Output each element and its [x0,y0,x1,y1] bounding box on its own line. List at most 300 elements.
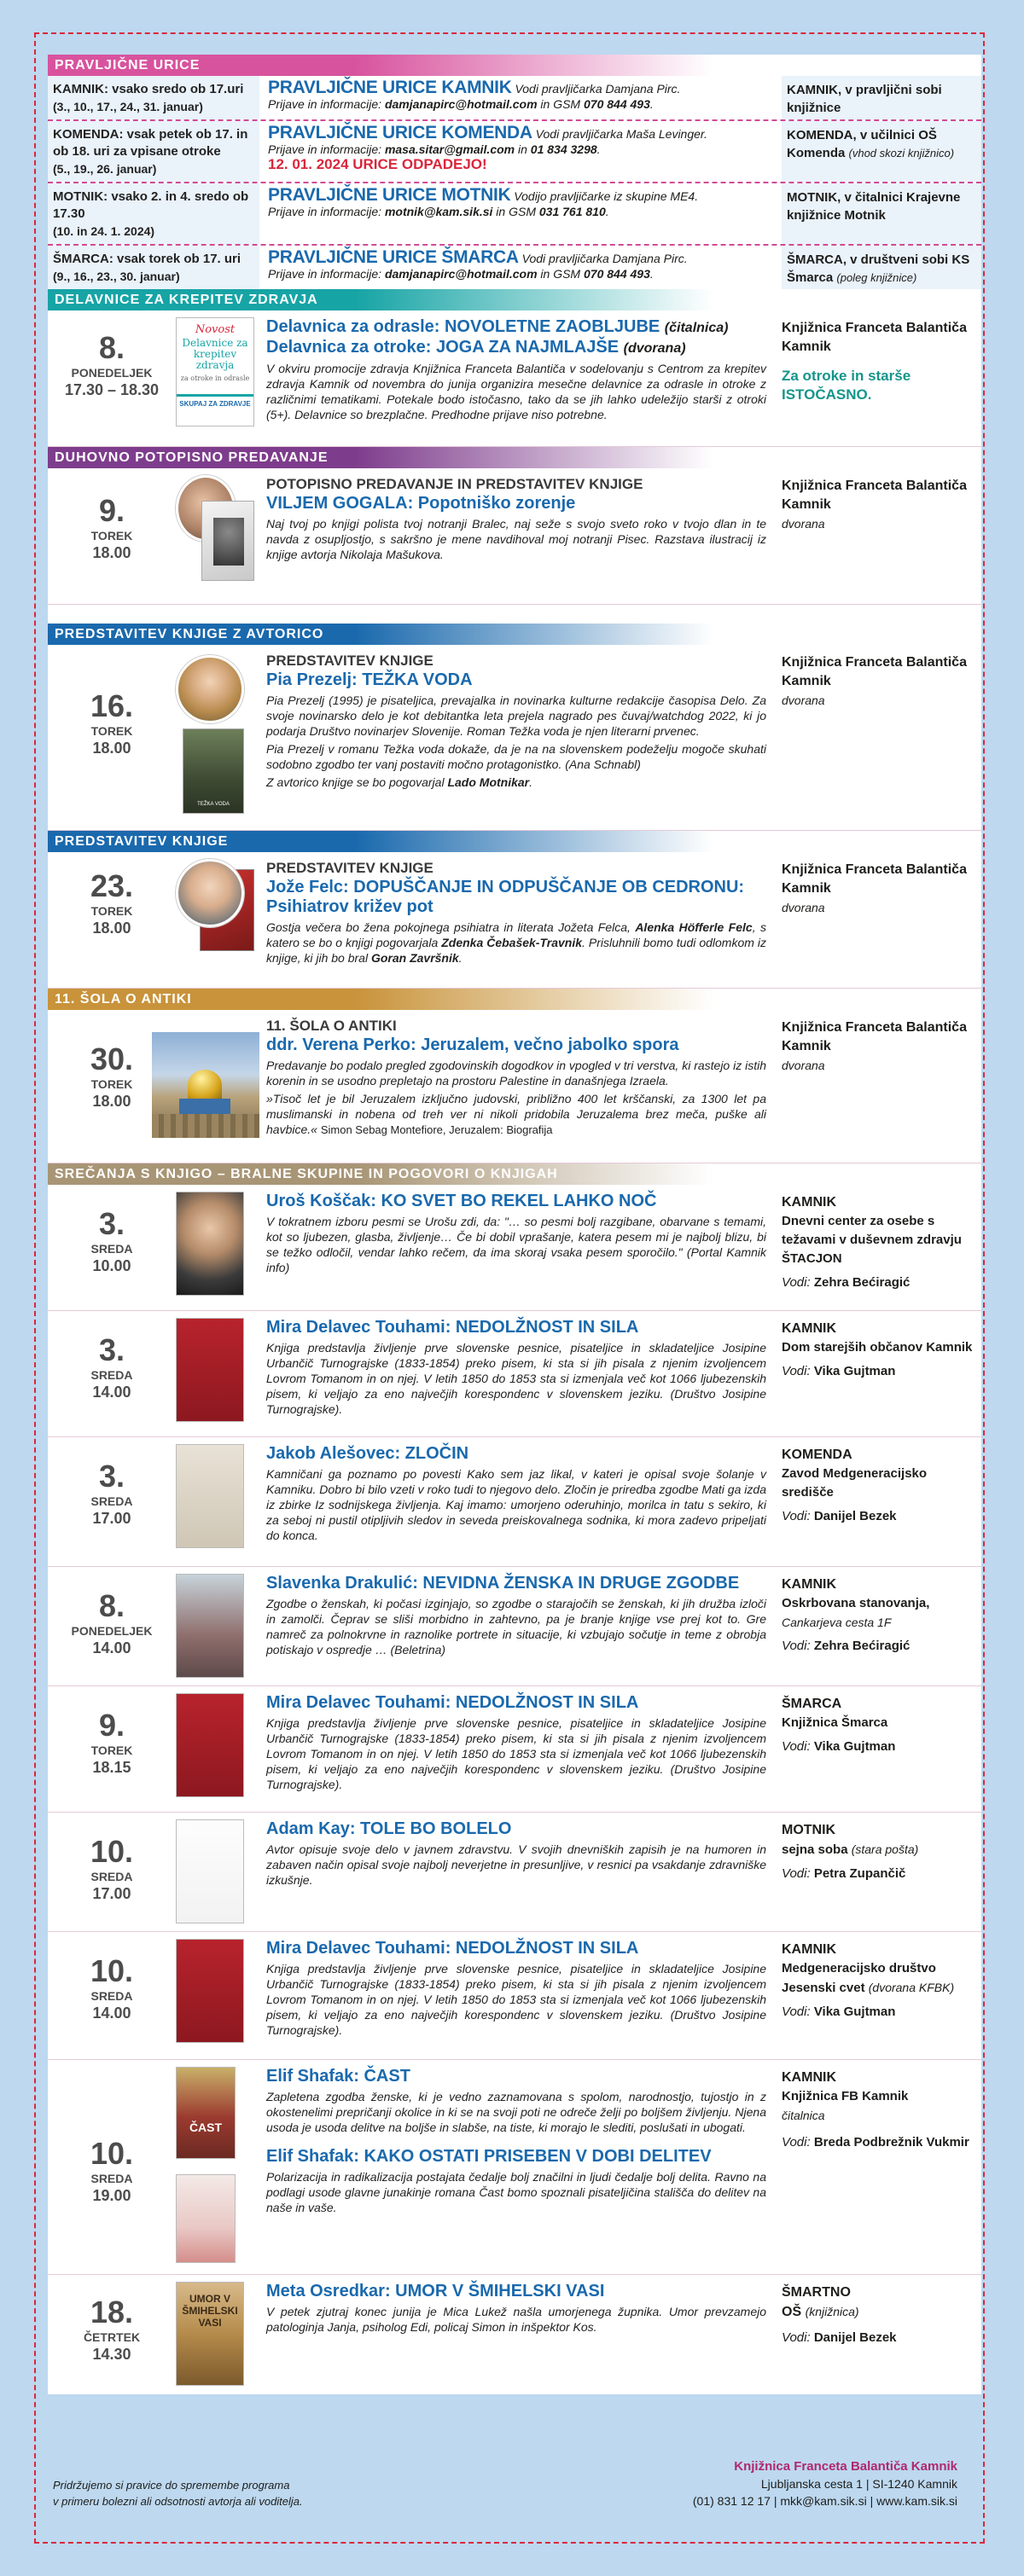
event-image [176,645,261,830]
storytime-info [259,76,782,119]
location-name: Knjižnica Franceta Balantiča Kamnik [782,862,967,896]
vodi-label: Vodi: [782,1509,814,1523]
event-time: 14.00 [92,2005,131,2022]
event-image [176,1813,261,1931]
storytime-schedule: KOMENDA: vsak petek ob 17. in ob 18. uri za vpisane otroke [53,127,248,159]
host-name: Zdenka Čebašek-Travnik [441,936,583,949]
location-note: (knjižnica) [805,2305,859,2318]
desc-part: . Prisluhnili bomo tudi odlomkom iz knjige, ki jih bo bral [266,936,766,965]
bookclub-event [48,1813,981,1932]
storytime-row [48,183,981,246]
location-note: Za otroke in starše ISTOČASNO. [782,368,911,403]
quote-text: »Tisoč let je bil Jeruzalem izključno judovski, približno 400 let krščanski, za 1300 let pa muslimanski in nobena od treh ver ni nikoli pridobila Jeruzalema brez meča, puške ali havbice.« [266,1092,766,1136]
desc-part: , s katero se bo o knjigi pogovarjala [266,920,766,949]
vodi-label: Vodi: [782,1639,814,1653]
book-cover [176,1819,244,1923]
contact-phone: 070 844 493 [584,97,650,111]
event-image [176,852,261,988]
event-description: Zgodbe o ženskah, ki počasi izginjajo, so zgodbe o starajočih se ženskah, ki jih družba izloči in zamolči. Čeprav se sliši morbidno in zahtevno, pa je branje knjige vse prej kot to. Gre namreč za polnokrvne in raznolike portrete in situacije, ki vzbujajo sočutje in teme z obrobja potiskajo v ospredje … (Beletrina) [266,1597,766,1656]
event-image [176,1437,261,1566]
event-antika [48,1010,981,1163]
location-name-row [782,1714,978,1732]
section-bar-book: PREDSTAVITEV KNJIGE [48,831,981,852]
info-middle: in GSM [492,205,539,218]
footer-note [53,2477,303,2509]
event-location [773,468,981,604]
location-name: Zavod Medgeneracijsko središče [782,1466,928,1500]
section-bar-antiquity: 11. ŠOLA O ANTIKI [48,989,981,1010]
contact-email-link[interactable]: damjanapirc@hotmail.com [384,97,538,111]
event-description: Avtor opisuje svoje delo v javnem zdravstvu. V svojih dnevniških zapisih je na humoren in zabaven način opisal svoje najbolj neverjetne in presunljive, v resnici pa vsakdanje zdravniške izkušnje. [266,1842,766,1887]
event-text [261,1185,773,1310]
cover-title: UMOR V ŠMIHELSKI VASI [182,2293,238,2329]
event-title-kids [266,338,766,358]
event-date [48,2275,176,2394]
footer-contact [693,2458,957,2509]
storytime-dates: (5., 19., 26. januar) [53,162,157,176]
location-name-row [782,1212,978,1268]
event-host [782,2133,978,2152]
event-text [261,1813,773,1931]
host-name: Danijel Bezek [813,1509,897,1523]
book-cover-cast [176,2067,236,2159]
event-description: V tokratnem izboru pesmi se Urošu zdi, da: "… so pesmi bolj razgibane, obarvane s temami, kot so ljubezen, glasba, življenje… Če bi dobil vprašanje, katera pesem mi je najbolj blizu, bi se težko odločil, vendar lahko rečem, da ima skoraj vsaka pesem sporočilo." (Portal Kamnik info) [266,1215,766,1274]
event-time: 14.00 [92,1384,131,1401]
book-cover [176,1192,244,1296]
event-location [773,1813,981,1931]
location-town: ŠMARTNO [782,2285,851,2300]
event-image [176,1311,261,1436]
storytime-lead: Vodi pravljičarka Damjana Pirc. [515,82,681,96]
event-time: 18.00 [92,544,131,561]
book-cover [176,1693,244,1797]
location-name: Oskrbovana stanovanja, [782,1596,930,1610]
title-adults: Delavnica za odrasle: NOVOLETNE ZAOBLJUBE [266,317,660,336]
storytime-info [259,121,782,182]
event-text [261,852,773,988]
event-text [261,645,773,830]
event-day: 30. [90,1041,134,1076]
event-text [261,2060,773,2274]
info-prefix: Prijave in informacije: [268,205,385,218]
host-name: Zehra Bećiragić [813,1275,911,1290]
location-name-row [782,1959,978,1998]
bookclub-event [48,1437,981,1567]
bookclub-event [48,1185,981,1311]
event-weekday: SREDA [90,1242,133,1256]
event-weekday: SREDA [90,1368,133,1382]
section-bar-author: PREDSTAVITEV KNJIGE Z AVTORICO [48,624,981,645]
place-name: KOMENDA, v učilnici OŠ Komenda [787,128,937,160]
vodi-label: Vodi: [782,2005,814,2019]
storytime-place [782,76,981,119]
vodi-label: Vodi: [782,2330,814,2345]
poster-title: Delavnice za krepitev zdravja [182,337,248,371]
event-weekday: TOREK [90,724,133,738]
location-name: Knjižnica Franceta Balantiča Kamnik [782,479,967,512]
place-name: KAMNIK, v pravljični sobi knjižnice [787,83,942,115]
location-town: KAMNIK [782,1577,836,1592]
storytime-when [48,246,259,289]
event-title: Uroš Koščak: KO SVET BO REKEL LAHKO NOČ [266,1192,657,1210]
info-prefix: Prijave in informacije: [268,267,385,281]
location-note: dvorana [782,901,825,914]
info-prefix: Prijave in informacije: [268,142,385,156]
footer-address: Ljubljanska cesta 1 | SI-1240 Kamnik [760,2477,957,2491]
title-adults-note: (čitalnica) [664,321,729,335]
storytime-schedule: ŠMARCA: vsak torek ob 17. uri [53,252,241,266]
event-day: 9. [98,1708,125,1743]
storytime-lead: Vodi pravljičarka Maša Levinger. [535,127,707,141]
bookclub-event [48,1311,981,1437]
event-location [773,1932,981,2059]
contact-phone: 031 761 810 [538,205,606,218]
storytime-lead: Vodi pravljičarka Damjana Pirc. [521,252,688,265]
event-title: Mira Delavec Touhami: NEDOLŽNOST IN SILA [266,1318,639,1337]
location-name: Knjižnica Franceta Balantiča Kamnik [782,1020,967,1053]
event-description: Kamničani ga poznamo po povesti Kako sem jaz likal, v kateri je opisal svoje šolanje v Kamniku. Dobro bi bilo vzeti v roko tudi to njegovo delo. Zločin je priredba zgodbe Mati ga izda iz zbirke Iz sodnijskega življenja. Kaj imamo: umorjeno oderuhinjo, morilca in tatu s sekiro, ki za seboj ni pustil otipljivih sledov in seveda preiskovalnega sodnika, ki mora zadevo pripeljati do konca. [266,1467,766,1542]
event-host [782,1637,978,1656]
event-host [782,1738,978,1756]
event-weekday: TOREK [90,1077,133,1091]
spacer [48,605,981,624]
storytime-info [259,246,782,289]
program-content [48,55,981,2394]
event-location [773,2060,981,2274]
event-quote [266,1091,766,1138]
event-time: 18.00 [92,740,131,757]
place-name: ŠMARCA, v društveni sobi KS Šmarca [787,252,970,285]
event-text [261,468,773,604]
storytime-when [48,183,259,244]
event-date [48,468,176,604]
event-description-2: Polarizacija in radikalizacija postajata čedalje bolj značilni in ljudi čedalje bolj delita. Ravno na podlagi usode glavne junakinje romana Čast bomo spoznali pisateljičina stališča do delitev na naše in vaše. [266,2170,766,2214]
event-text [261,1311,773,1436]
location-name: Knjižnica Franceta Balantiča Kamnik [782,655,967,688]
event-description: Zapletena zgodba ženske, ki je vedno zaznamovana s spolom, narodnostjo, tujostjo in z okostenelimi prepričanji okolice in ki se na svoji poti ne odreče želji po boljšem življenju. Njena usoda je usoda delitve na boljše in slabše, na tiste, ki morajo le slediti, poslušati in ubogati. [266,2090,766,2134]
storytime-title: PRAVLJIČNE URICE KAMNIK [268,78,512,97]
bookclub-event [48,1567,981,1686]
info-suffix: . [605,205,609,218]
storytime-title: PRAVLJIČNE URICE MOTNIK [268,185,511,205]
book-cover-title: TEŽKA VODA [197,802,230,807]
event-weekday: TOREK [90,529,133,542]
location-town: KAMNIK [782,1195,836,1210]
bookclub-event [48,1686,981,1813]
event-location [773,1185,981,1310]
event-title: Pia Prezelj: TEŽKA VODA [266,670,473,689]
event-host [782,1865,978,1883]
event-image [176,1185,261,1310]
footer-links[interactable]: (01) 831 12 17 | mkk@kam.sik.si | www.kam.sik.si [692,2494,957,2508]
event-text [261,1567,773,1685]
author-photo [176,652,256,805]
event-day: 8. [98,330,125,365]
event-title: Jože Felc: DOPUŠČANJE IN ODPUŠČANJE OB CEDRONU: Psihiatrov križev pot [266,878,745,916]
place-note: (poleg knjižnice) [836,271,917,284]
event-weekday: SREDA [90,1989,133,2003]
event-header: POTOPISNO PREDAVANJE IN PREDSTAVITEV KNJIGE [266,476,643,492]
storytime-row [48,121,981,183]
event-location [773,1437,981,1566]
page-footer [36,2457,985,2533]
event-text [261,2275,773,2394]
info-middle: in GSM [537,267,584,281]
desc-part: Gostja večera bo žena pokojnega psihiatra in literata Jožeta Felca, [266,920,636,934]
event-time: 17.00 [92,1510,131,1527]
jerusalem-photo [152,1032,259,1138]
storytime-dates: (10. in 24. 1. 2024) [53,224,155,238]
place-name: MOTNIK, v čitalnici Krajevne knjižnice Motnik [787,190,961,223]
event-description: Knjiga predstavlja življenje prve slovenske pesnice, pisateljice in skladateljice Josipine Urbančič Turnograjske (1833-1854) preko pisem, ki sta si jih pisala z njenim izvoljencem Lovrom Tomanom in on njej. V letih 1850 do 1853 sta si izmenjala več kot 1066 ljubezenskih pisem, ki veljajo za eno največjih korespondenc v slovenskem jeziku. (Društvo Josipine Turnograjske). [266,1716,766,1791]
location-town: KAMNIK [782,1942,836,1957]
location-note: dvorana [782,1059,825,1072]
location-town: MOTNIK [782,1823,836,1837]
location-note: dvorana [782,693,825,707]
location-name: OŠ [782,2305,802,2319]
event-header: PREDSTAVITEV KNJIGE [266,653,433,669]
event-title: Mira Delavec Touhami: NEDOLŽNOST IN SILA [266,1693,639,1712]
location-name: Dom starejših občanov Kamnik [782,1340,973,1355]
event-host [782,1362,978,1381]
event-review: Pia Prezelj v romanu Težka voda dokaže, da je na na slovenskem podeželju mogoče skuhati sodobno zgodbo ter vanj postaviti močno protagonistko. (Ana Schnabl) [266,742,766,771]
book-cover-delitve [176,2174,236,2263]
event-day: 3. [98,1459,125,1494]
cover-title: ČAST [189,2121,223,2134]
event-time: 10.00 [92,1257,131,1274]
event-title: Slavenka Drakulić: NEVIDNA ŽENSKA IN DRUGE ZGODBE [266,1574,740,1593]
event-time: 17.30 – 18.30 [64,381,160,398]
location-name: Dnevni center za osebe s težavami v duševnem zdravju ŠTACJON [782,1214,962,1266]
storytime-schedule: KAMNIK: vsako sredo ob 17.uri [53,82,244,96]
host-name: Danijel Bezek [813,2330,897,2345]
location-note: (dvorana KFBK) [868,1981,955,1994]
event-weekday: TOREK [90,904,133,918]
event-date [48,2060,176,2274]
location-name-row [782,1465,978,1502]
event-title: Meta Osredkar: UMOR V ŠMIHELSKI VASI [266,2282,605,2300]
storytime-place [782,121,981,182]
event-host [782,2329,978,2347]
desc-part: . [458,951,463,965]
host-name: Petra Zupančič [813,1866,906,1881]
health-poster-image [176,317,254,426]
contact-phone: 01 834 3298 [530,142,597,156]
event-description: Naj tvoj po knjigi polista tvoj notranji Bralec, naj seže s svojo sveto roko v tvojo dlan in te navda z osupljostjo, s sakršno je mene navdihoval moj notranji Pisec. Razstava ilustracij iz knjige avtorja Nikolaja Mašukova. [266,517,766,561]
event-description: Pia Prezelj (1995) je pisateljica, prevajalka in novinarka kulturne redakcije časopisa Delo. Za svoje novinarsko delo je kot debitantka leta prejela nagrado pes čuvaj/watchdog 2022, ki jo podarja Društvo novinarjev Slovenije. Roman Težka voda je njen literarni prvenec. [266,693,766,738]
storytime-place [782,183,981,244]
book-cover [176,1939,244,2043]
poster-subtitle: za otroke in odrasle [180,374,250,382]
cancel-notice: 12. 01. 2024 URICE ODPADEJO! [268,156,487,172]
event-title: Elif Shafak: ČAST [266,2067,410,2086]
event-date [48,1813,176,1931]
event-location [773,2275,981,2394]
event-weekday: SREDA [90,1870,133,1883]
event-weekday: SREDA [90,2172,133,2185]
event-day: 3. [98,1332,125,1367]
contact-phone: 070 844 493 [584,267,650,281]
event-image [176,2060,261,2274]
storytime-title: PRAVLJIČNE URICE ŠMARCA [268,247,519,267]
info-suffix: . [649,267,654,281]
event-image [176,310,261,446]
event-image [176,468,261,604]
event-date [48,1686,176,1812]
vodi-label: Vodi: [782,1364,814,1378]
event-text [261,1437,773,1566]
location-town: KOMENDA [782,1448,852,1462]
contact-email-link[interactable]: damjanapirc@hotmail.com [384,267,538,281]
event-day: 23. [90,868,134,903]
event-weekday: SREDA [90,1494,133,1508]
event-location [773,1567,981,1685]
storytime-when [48,76,259,119]
location-name: sejna soba [782,1842,848,1857]
event-date [48,1311,176,1436]
event-host [782,2003,978,2022]
event-location [773,852,981,988]
host-name: Vika Gujtman [813,1739,896,1754]
location-name: Knjižnica FB Kamnik [782,2089,909,2103]
event-image [176,2275,261,2394]
poster-novost: Novost [195,323,236,336]
event-day: 3. [98,1206,125,1241]
section-bar-spiritual: DUHOVNO POTOPISNO PREDAVANJE [48,447,981,468]
event-host [782,1507,978,1526]
footer-note-line1: Pridržujemo si pravice do spremembe programa [53,2479,290,2492]
location-name-row [782,1338,978,1357]
info-middle: in [515,142,531,156]
event-time: 18.15 [92,1759,131,1776]
event-image [176,1010,261,1163]
event-day: 10. [90,1953,134,1988]
author-photo [176,475,256,584]
event-date [48,1567,176,1685]
event-day: 9. [98,493,125,528]
info-middle: in GSM [537,97,584,111]
event-weekday: PONEDELJEK [71,1624,153,1638]
book-cover-umor [176,2282,244,2386]
event-time: 18.00 [92,1093,131,1110]
event-location [773,1686,981,1812]
bookclub-list [48,1185,981,2060]
storytime-lead: Vodijo pravljičarke iz skupine ME4. [514,189,699,203]
event-title-2: Elif Shafak: KAKO OSTATI PRISEBEN V DOBI DELITEV [266,2147,712,2166]
event-time: 14.30 [92,2346,131,2363]
info-suffix: . [649,97,654,111]
book-cover [176,1574,244,1678]
location-name: Knjižnica Franceta Balantiča Kamnik [782,321,967,354]
title-kids-note: (dvorana) [623,341,686,356]
event-text [261,1686,773,1812]
host-name: Lado Motnikar [447,775,530,789]
event-time: 19.00 [92,2187,131,2204]
event-location [773,1311,981,1436]
contact-email-link[interactable]: motnik@kam.sik.si [384,205,493,218]
section-bar-health: DELAVNICE ZA KREPITEV ZDRAVJA [48,289,981,310]
event-time: 14.00 [92,1639,131,1656]
location-name: Medgeneracijsko društvo Jesenski cvet [782,1961,936,1995]
location-name-row [782,2302,978,2322]
event-gogala [48,468,981,605]
event-header: PREDSTAVITEV KNJIGE [266,860,433,876]
event-weekday: ČETRTEK [83,2330,141,2344]
event-text [261,1932,773,2059]
event-host [266,775,766,790]
storytime-dates: (9., 16., 23., 30. januar) [53,270,180,283]
event-felc [48,852,981,989]
event-date [48,645,176,830]
location-name: Knjižnica Šmarca [782,1715,888,1730]
section-bar-bookclubs: SREČANJA S KNJIGO – BRALNE SKUPINE IN POGOVORI O KNJIGAH [48,1163,981,1185]
event-title: VILJEM GOGALA: Popotniško zorenje [266,494,576,513]
location-name-row [782,1840,978,1859]
storytime-when [48,121,259,182]
book-cover [176,1318,244,1422]
host-name: Vika Gujtman [813,2005,896,2019]
event-health-workshop [48,310,981,447]
event-host [782,1273,978,1292]
event-text [261,1010,773,1163]
event-image [176,1932,261,2059]
quote-source: Simon Sebag Montefiore, Jeruzalem: Biografija [320,1123,553,1136]
storytime-title: PRAVLJIČNE URICE KOMENDA [268,123,532,142]
location-town: ŠMARCA [782,1697,842,1711]
section-bar-storytime: PRAVLJIČNE URICE [48,55,981,76]
storytime-place [782,246,981,289]
storytime-row [48,76,981,121]
contact-email-link[interactable]: masa.sitar@gmail.com [384,142,515,156]
footer-org: Knjižnica Franceta Balantiča Kamnik [734,2459,957,2474]
event-description: Knjiga predstavlja življenje prve slovenske pesnice, pisateljice in skladateljice Josipine Urbančič Turnograjske (1833-1854) preko pisem, ki sta si jih pisala z njenim izvoljencem Lovrom Tomanom in on njej. V letih 1850 do 1853 sta si izmenjala več kot 1066 ljubezenskih pisem, ki veljajo za eno največjih korespondenc v slovenskem jeziku. (Društvo Josipine Turnograjske). [266,1962,766,2037]
storytime-row [48,246,981,289]
event-date [48,1185,176,1310]
location-note: dvorana [782,517,825,531]
event-location [773,1010,981,1163]
skupaj-za-zdravje-logo: SKUPAJ ZA ZDRAVJE [177,394,253,408]
event-location [773,645,981,830]
event-description [266,920,766,966]
event-day: 8. [98,1588,125,1623]
info-suffix: . [596,142,601,156]
event-time: 17.00 [92,1885,131,1902]
event-description: Knjiga predstavlja življenje prve slovenske pesnice, pisateljice in skladateljice Josipine Urbančič Turnograjske (1833-1854) preko pisem, ki sta si jih pisala z njenim izvoljencem Lovrom Tomanom in on njej. V letih 1850 do 1853 sta si izmenjala več kot 1066 ljubezenskih pisem, ki veljajo za eno največjih korespondenc v slovenskem jeziku. (Društvo Josipine Turnograjske). [266,1341,766,1416]
event-description: V petek zjutraj konec junija je Mica Lukež našla umorjenega župnika. Umor prevzamejo patologinja Janja, psiholog Edi, policaj Simon in inšpektor Kos. [266,2305,766,2334]
event-date [48,310,176,446]
event-day: 18. [90,2295,134,2329]
location-name-row [782,1594,978,1613]
event-day: 10. [90,1834,134,1869]
event-date [48,1437,176,1566]
place-note: (vhod skozi knjižnico) [848,147,955,160]
event-image [176,1567,261,1685]
event-date [48,852,176,988]
event-description: V okviru promocije zdravja Knjižnica Franceta Balantiča v sodelovanju s Centrom za krepitev zdravja Kamnik od novembra do junija organizira mesečne delavnice za odrasle in otroke z različnimi tematikami. Potekale bodo istočasno, tako da se jih lahko udeležijo starši z otroki (5+). Delavnice so brezplačne. Predhodne prijave niso potrebne. [266,362,766,421]
event-date [48,1932,176,2059]
event-image [176,1686,261,1812]
event-weekday: PONEDELJEK [71,366,153,380]
location-note: čitalnica [782,2109,825,2122]
host-prefix: Z avtorico knjige se bo pogovarjal [266,775,448,789]
event-title: Jakob Alešovec: ZLOČIN [266,1444,469,1463]
reader-name: Goran Završnik [370,951,459,965]
event-day: 16. [90,688,134,723]
event-weekday: TOREK [90,1743,133,1757]
event-title: ddr. Verena Perko: Jeruzalem, večno jabolko spora [266,1036,679,1054]
event-text [261,310,773,446]
host-name: Vika Gujtman [813,1364,896,1378]
